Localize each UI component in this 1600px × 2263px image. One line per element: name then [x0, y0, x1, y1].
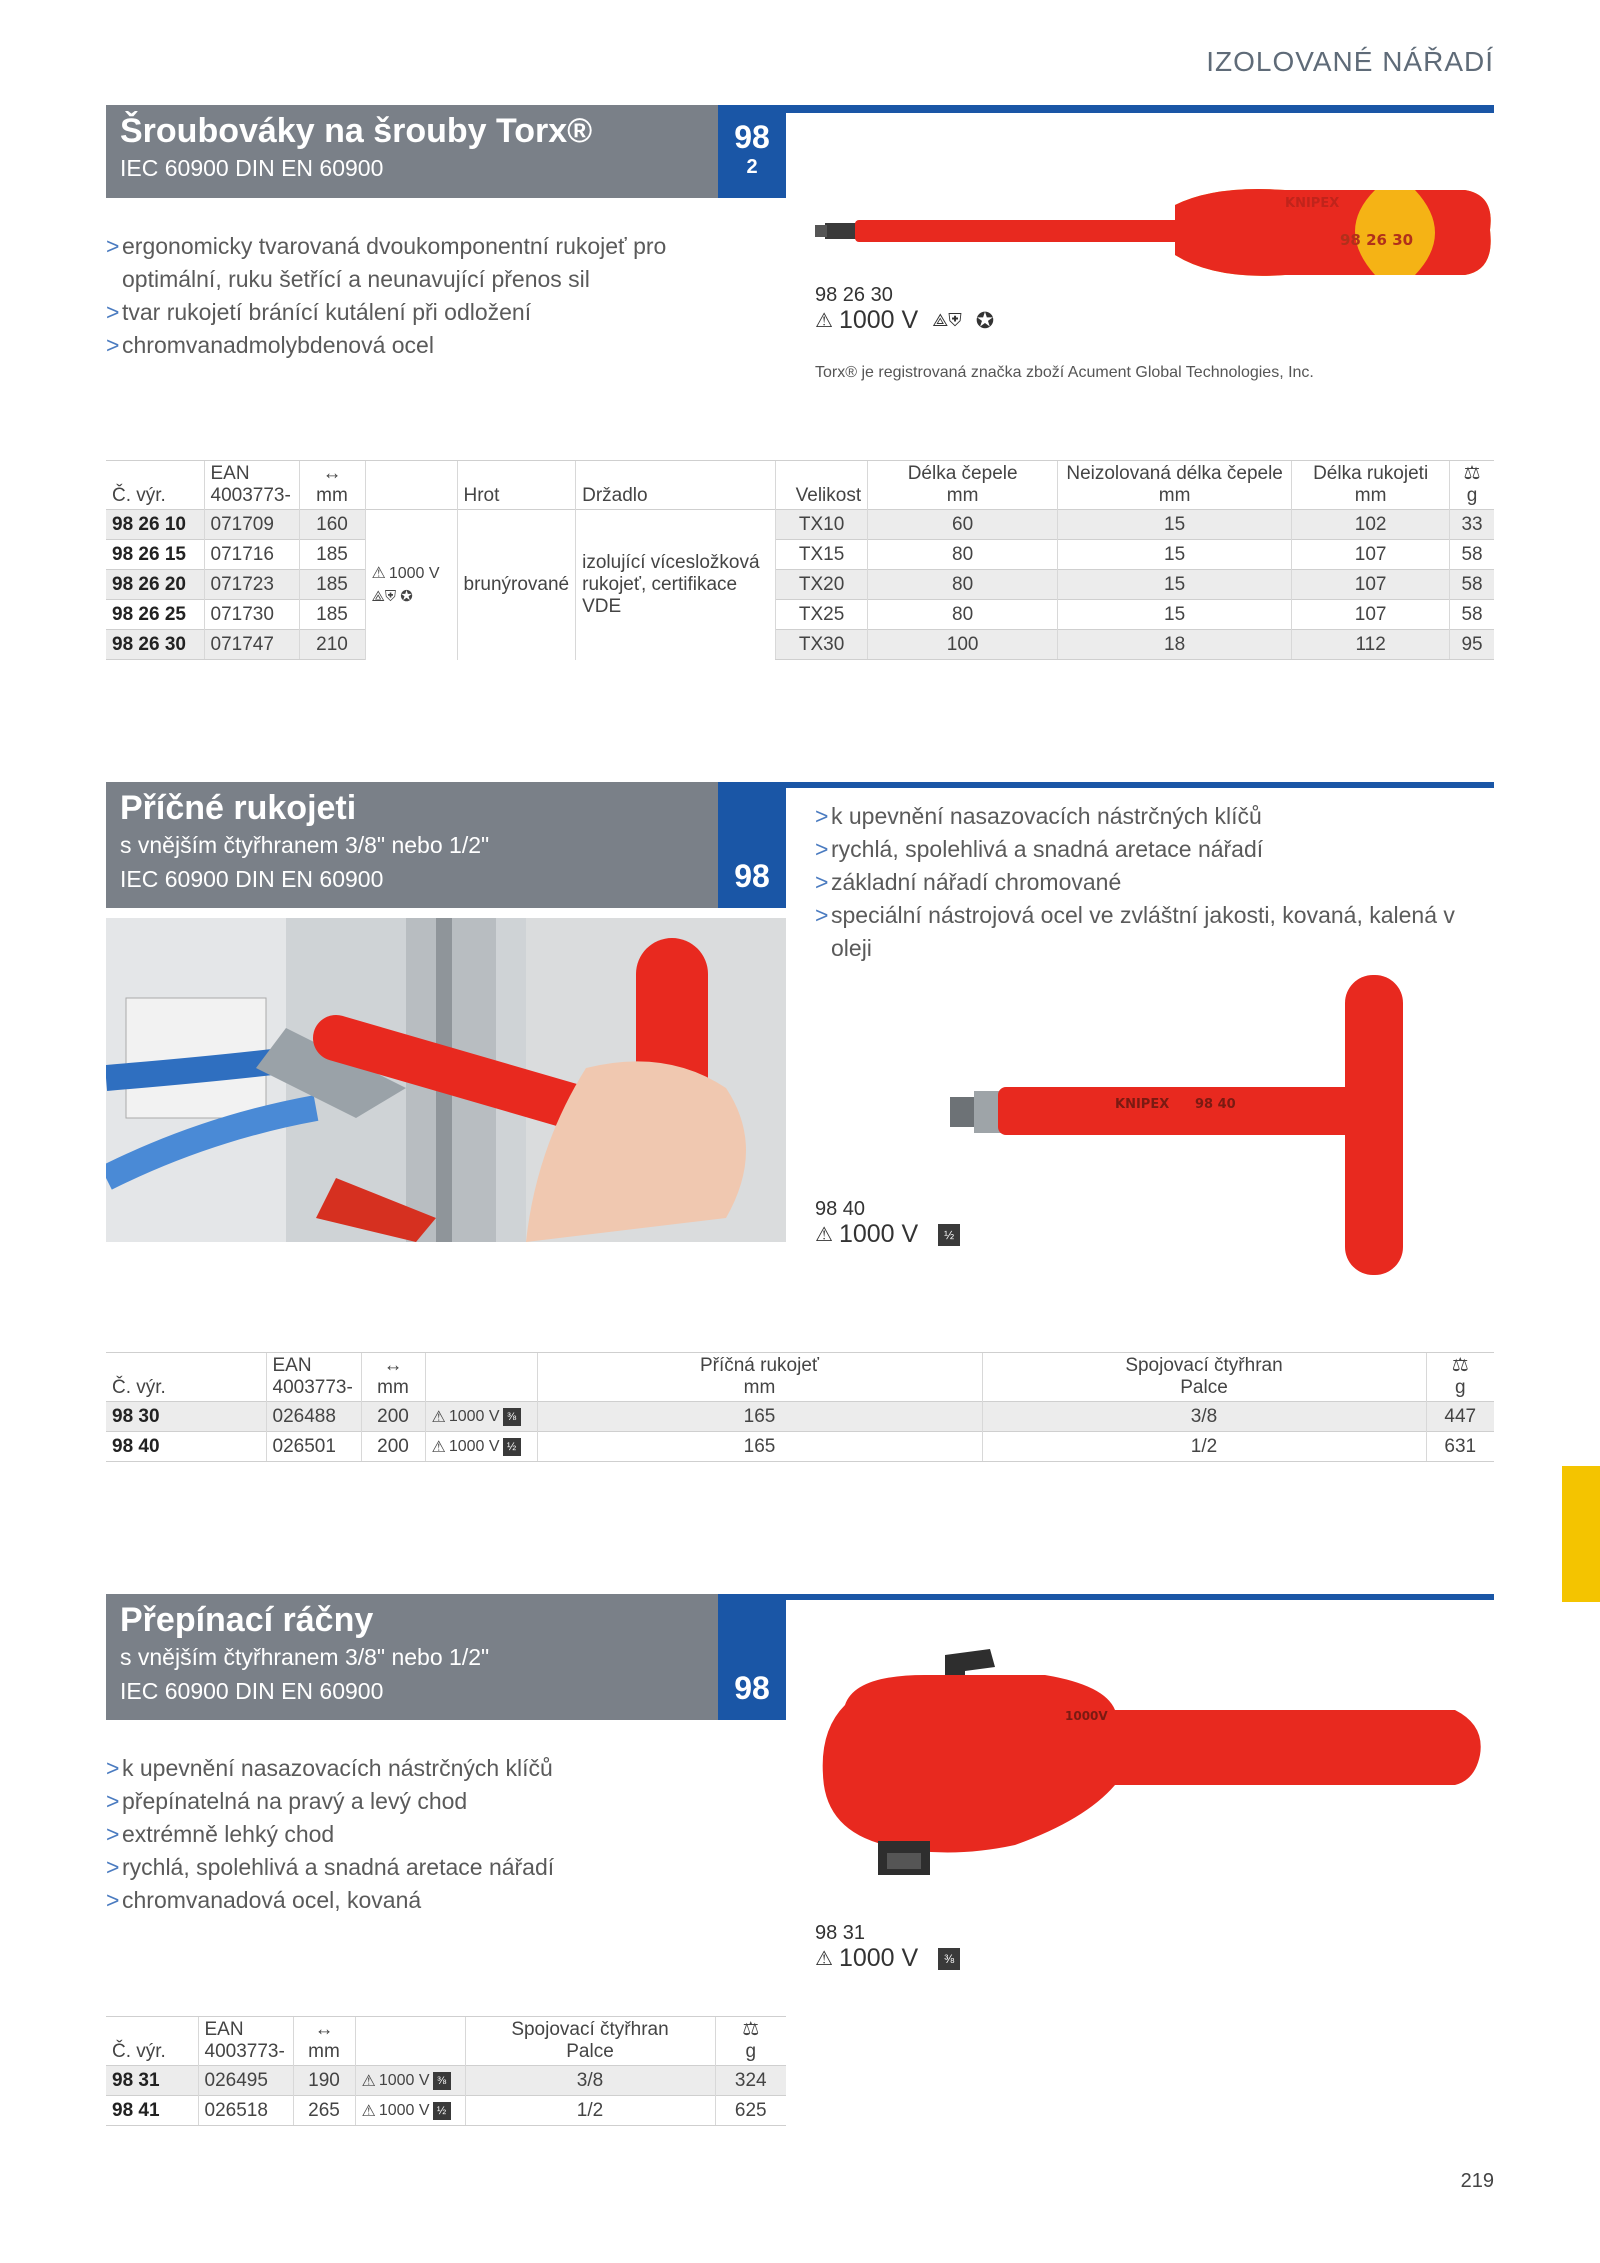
col-rating [355, 2017, 465, 2066]
ratchet-tool-image [815, 1645, 1495, 1875]
col-art: Č. výr. [106, 461, 204, 510]
torx-title: Šroubováky na šrouby Torx® [120, 112, 593, 150]
col-handle-length: Délka rukojeti mm [1292, 461, 1450, 510]
header-rule [786, 105, 1494, 113]
length-arrow-icon: ↔ [314, 2019, 334, 2040]
list-item: > rychlá, spolehlivá a snadná aretace nářadí [815, 833, 1495, 866]
insulation-triangle-icon: ⚠ [361, 2102, 376, 2120]
square-drive-badge: ½ [433, 2102, 451, 2120]
col-tip: Hrot [457, 461, 576, 510]
col-ean: EAN 4003773- [266, 1353, 361, 1402]
square-drive-badge: ½ [503, 1438, 521, 1456]
list-item: > chromvanadová ocel, kovaná [106, 1884, 746, 1917]
col-weight: ⚖ g [1426, 1353, 1494, 1402]
ratchet-rule [786, 1594, 1494, 1600]
ratchet-subtitle: s vnějším čtyřhranem 3/8" nebo 1/2" [120, 1644, 490, 1670]
torx-voltage-rating: ⚠ 1000 V ⟁⛨ ✪ [815, 306, 995, 334]
col-ean: EAN 4003773- [204, 461, 299, 510]
torx-standards: IEC 60900 DIN EN 60900 [120, 155, 384, 181]
list-item: > k upevnění nasazovacích nástrčných klíčů [106, 1752, 746, 1785]
col-square: Spojovací čtyřhran Palce [465, 2017, 715, 2066]
col-ean: EAN 4003773- [198, 2017, 293, 2066]
tbar-standards: IEC 60900 DIN EN 60900 [120, 866, 384, 892]
ratchet-features [106, 1752, 746, 1917]
scale-icon: ⚖ [742, 2019, 760, 2040]
ratchet-title-band [106, 1594, 718, 1720]
col-size: Velikost [776, 461, 868, 510]
square-drive-badge: ⅜ [938, 1948, 960, 1970]
insulation-triangle-icon: ⚠ [431, 1408, 446, 1426]
list-item: > ergonomicky tvarovaná dvoukomponentní rukojeť pro optimální, ruku šetřící a neunavující přenos sil [106, 230, 746, 296]
insulation-triangle-icon: ⚠ [431, 1438, 446, 1456]
insulation-triangle-icon: ⚠ [815, 310, 833, 332]
table-row: 98 26 10 071709 160 ⚠ 1000 V ⟁⛨ ✪ brunýrované izolující vícesložková rukojeť, certifikace VDE TX10 60 15 102 33 [106, 510, 1494, 540]
list-item: > rychlá, spolehlivá a snadná aretace nářadí [106, 1851, 746, 1884]
tbar-product-code: 98 40 [815, 1198, 866, 1220]
torx-handle-print: 98 26 30 [1340, 231, 1414, 249]
torx-product-code: 98 26 30 [815, 284, 893, 306]
table-row: 98 26 20 071723 185 TX20 80 15 107 58 [106, 570, 1494, 600]
square-drive-badge: ⅜ [433, 2072, 451, 2090]
col-blade: Délka čepele mm [868, 461, 1058, 510]
list-item: > k upevnění nasazovacích nástrčných klíčů [815, 800, 1495, 833]
insulation-triangle-icon: ⚠ [815, 1224, 833, 1246]
torx-handle-cell: izolující vícesložková rukojeť, certifikace VDE [576, 510, 776, 660]
ratchet-tool-print: 1000V [1065, 1709, 1108, 1723]
torx-features [106, 230, 746, 362]
list-item: > speciální nástrojová ocel ve zvláštní jakosti, kovaná, kalená v oleji [815, 899, 1495, 965]
torx-rating-cell: ⚠ 1000 V ⟁⛨ ✪ [365, 510, 457, 660]
torx-star-icon: ✪ [975, 307, 995, 333]
col-length: ↔ mm [361, 1353, 425, 1402]
trademark-note: Torx® je registrovaná značka zboží Acument Global Technologies, Inc. [815, 364, 1314, 381]
col-weight: ⚖ g [715, 2017, 786, 2066]
tbar-title: Příčné rukojeti [120, 789, 357, 827]
torx-group-number: 98 2 [718, 105, 786, 198]
col-weight: ⚖ g [1450, 461, 1494, 510]
tbar-voltage-rating: ⚠ 1000 V ½ [815, 1220, 960, 1249]
torx-brand-print: KNIPEX [1285, 196, 1340, 211]
list-item: > extrémně lehký chod [106, 1818, 746, 1851]
insulation-triangle-icon: ⚠ [361, 2072, 376, 2090]
list-item: > základní nářadí chromované [815, 866, 1495, 899]
ratchet-voltage-rating: ⚠ 1000 V ⅜ [815, 1944, 960, 1973]
table-row: 98 40 026501 200 ⚠ 1000 V ½ 165 1/2 631 [106, 1432, 1494, 1462]
list-item: > chromvanadmolybdenová ocel [106, 329, 746, 362]
tbar-tool-image [950, 975, 1450, 1275]
torx-screwdriver-image [815, 175, 1495, 290]
col-length: ↔ mm [299, 461, 365, 510]
vde-mark-icon: ⟁⛨ [932, 310, 962, 330]
torx-spec-table [106, 460, 1494, 660]
page-number: 219 [1460, 2170, 1494, 2192]
tbar-group-number: 98 [718, 782, 786, 908]
col-rating [425, 1353, 537, 1402]
table-row: 98 26 30 071747 210 TX30 100 18 112 95 [106, 630, 1494, 660]
square-drive-badge: ⅜ [503, 1408, 521, 1426]
tbar-rule [786, 782, 1494, 788]
scale-icon: ⚖ [1463, 463, 1481, 484]
vde-mark-icon: ⟁⛨ ✪ [371, 587, 413, 605]
col-art: Č. výr. [106, 1353, 266, 1402]
length-arrow-icon: ↔ [383, 1355, 403, 1376]
insulation-triangle-icon: ⚠ [371, 564, 386, 582]
tbar-spec-table [106, 1352, 1494, 1462]
col-uninsulated: Neizolovaná délka čepele mm [1058, 461, 1292, 510]
torx-tip-cell: brunýrované [457, 510, 576, 660]
list-item: > přepínatelná na pravý a levý chod [106, 1785, 746, 1818]
torx-title-band [106, 105, 718, 198]
tbar-usage-photo [106, 918, 786, 1242]
table-row: 98 31 026495 190 ⚠ 1000 V ⅜ 3/8 324 [106, 2066, 786, 2096]
table-row: 98 26 15 071716 185 TX15 80 15 107 58 [106, 540, 1494, 570]
ratchet-title: Přepínací ráčny [120, 1601, 374, 1639]
list-item: > tvar rukojetí bránící kutálení při odložení [106, 296, 746, 329]
col-rating [365, 461, 457, 510]
scale-icon: ⚖ [1451, 1355, 1469, 1376]
ratchet-spec-table [106, 2016, 786, 2126]
ratchet-product-code: 98 31 [815, 1922, 866, 1944]
square-drive-badge: ½ [938, 1224, 960, 1246]
col-handle: Držadlo [576, 461, 776, 510]
tbar-subtitle: s vnějším čtyřhranem 3/8" nebo 1/2" [120, 832, 490, 858]
tbar-tool-print: 98 40 [1195, 1097, 1236, 1112]
length-arrow-icon: ↔ [322, 463, 342, 484]
col-cross: Příčná rukojeť mm [537, 1353, 982, 1402]
tbar-features [815, 800, 1495, 965]
ratchet-group-number: 98 [718, 1594, 786, 1720]
col-art: Č. výr. [106, 2017, 198, 2066]
chapter-tab [1562, 1466, 1600, 1602]
ratchet-standards: IEC 60900 DIN EN 60900 [120, 1678, 384, 1704]
tbar-brand-print: KNIPEX [1115, 1097, 1170, 1112]
insulation-triangle-icon: ⚠ [815, 1948, 833, 1970]
table-row: 98 26 25 071730 185 TX25 80 15 107 58 [106, 600, 1494, 630]
col-length: ↔ mm [293, 2017, 355, 2066]
tbar-title-band [106, 782, 718, 908]
table-row: 98 41 026518 265 ⚠ 1000 V ½ 1/2 625 [106, 2096, 786, 2126]
table-row: 98 30 026488 200 ⚠ 1000 V ⅜ 165 3/8 447 [106, 1402, 1494, 1432]
col-square: Spojovací čtyřhran Palce [982, 1353, 1426, 1402]
section-label: IZOLOVANÉ NÁŘADÍ [1206, 46, 1494, 77]
